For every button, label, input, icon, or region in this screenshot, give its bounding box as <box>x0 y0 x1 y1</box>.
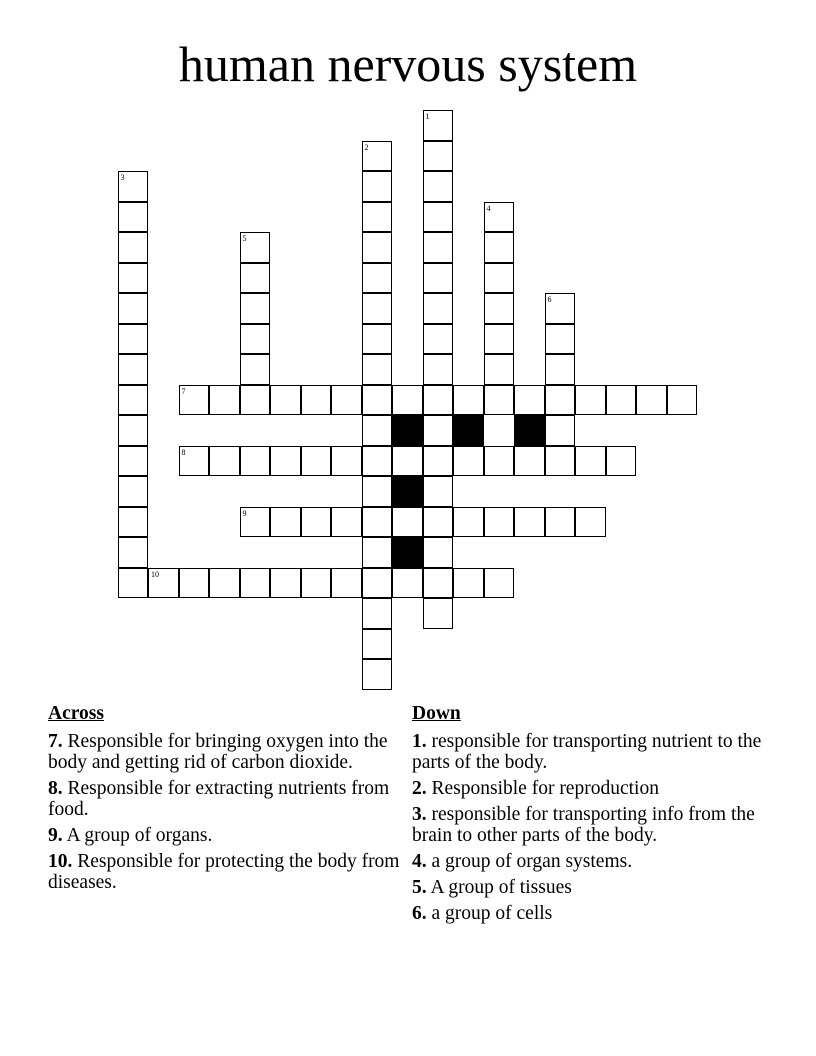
grid-cell[interactable] <box>423 171 454 202</box>
grid-cell[interactable] <box>392 446 423 477</box>
grid-cell[interactable] <box>331 385 362 416</box>
clue-number-label: 3 <box>120 173 125 182</box>
grid-block <box>514 415 545 446</box>
grid-block <box>392 415 423 446</box>
clue-number: 7. <box>48 731 63 752</box>
grid-cell[interactable] <box>392 568 423 599</box>
grid-cell[interactable] <box>545 446 576 477</box>
grid-cell[interactable] <box>667 385 698 416</box>
grid-cell[interactable] <box>484 324 515 355</box>
grid-cell[interactable] <box>362 232 393 263</box>
across-clues <box>48 703 413 898</box>
down-heading: Down <box>412 703 461 724</box>
grid-cell[interactable] <box>331 568 362 599</box>
grid-cell[interactable] <box>301 507 332 538</box>
grid-cell[interactable] <box>545 293 576 324</box>
grid-cell[interactable] <box>484 568 515 599</box>
grid-cell[interactable] <box>423 446 454 477</box>
grid-cell[interactable] <box>636 385 667 416</box>
grid-cell[interactable] <box>331 507 362 538</box>
grid-cell[interactable] <box>179 385 210 416</box>
grid-cell[interactable] <box>240 263 271 294</box>
grid-cell[interactable] <box>423 293 454 324</box>
grid-cell[interactable] <box>362 476 393 507</box>
grid-cell[interactable] <box>209 568 240 599</box>
grid-cell[interactable] <box>423 537 454 568</box>
clue-text: a group of organ systems. <box>431 851 633 872</box>
grid-cell[interactable] <box>514 385 545 416</box>
grid-cell[interactable] <box>118 476 149 507</box>
grid-cell[interactable] <box>484 385 515 416</box>
grid-cell[interactable] <box>362 171 393 202</box>
grid-cell[interactable] <box>118 568 149 599</box>
grid-cell[interactable] <box>118 263 149 294</box>
grid-cell[interactable] <box>362 659 393 690</box>
down-clue-1 <box>412 731 777 773</box>
grid-cell[interactable] <box>423 507 454 538</box>
grid-cell[interactable] <box>362 293 393 324</box>
grid-cell[interactable] <box>362 415 393 446</box>
clue-text: A group of tissues <box>430 877 572 898</box>
grid-cell[interactable] <box>484 202 515 233</box>
grid-cell[interactable] <box>484 263 515 294</box>
grid-cell[interactable] <box>514 446 545 477</box>
grid-cell[interactable] <box>545 507 576 538</box>
grid-cell[interactable] <box>392 507 423 538</box>
grid-cell[interactable] <box>118 385 149 416</box>
grid-cell[interactable] <box>331 446 362 477</box>
puzzle-title: human nervous system <box>178 36 638 92</box>
grid-cell[interactable] <box>301 568 332 599</box>
grid-cell[interactable] <box>240 293 271 324</box>
grid-cell[interactable] <box>270 446 301 477</box>
clue-text: responsible for transporting info from the brain to other parts of the body. <box>412 804 755 846</box>
grid-cell[interactable] <box>270 507 301 538</box>
grid-cell[interactable] <box>118 507 149 538</box>
clue-number: 10. <box>48 851 73 872</box>
grid-cell[interactable] <box>240 324 271 355</box>
grid-cell[interactable] <box>118 354 149 385</box>
grid-cell[interactable] <box>362 446 393 477</box>
grid-cell[interactable] <box>423 476 454 507</box>
clue-text: a group of cells <box>431 903 553 924</box>
clue-number-label: 9 <box>242 508 247 518</box>
clue-number: 2. <box>412 778 427 799</box>
clue-text: Responsible for bringing oxygen into the body and getting rid of carbon dioxide. <box>48 731 388 773</box>
grid-cell[interactable] <box>453 446 484 477</box>
grid-cell[interactable] <box>118 202 149 233</box>
grid-cell[interactable] <box>118 324 149 355</box>
clue-text: Responsible for protecting the body from diseases. <box>48 851 400 893</box>
grid-cell[interactable] <box>209 446 240 477</box>
grid-cell[interactable] <box>209 385 240 416</box>
across-clue-8 <box>48 778 413 820</box>
grid-cell[interactable] <box>362 507 393 538</box>
grid-cell[interactable] <box>362 202 393 233</box>
grid-cell[interactable] <box>606 446 637 477</box>
clue-number: 6. <box>412 903 427 924</box>
grid-cell[interactable] <box>423 354 454 385</box>
grid-cell[interactable] <box>362 537 393 568</box>
clue-number-label: 5 <box>242 234 247 243</box>
grid-cell[interactable] <box>514 507 545 538</box>
clue-number-label: 10 <box>151 569 159 579</box>
clue-number-label: 2 <box>364 142 369 152</box>
grid-cell[interactable] <box>545 385 576 416</box>
down-clues <box>412 703 777 929</box>
clue-text: Responsible for reproduction <box>431 778 659 799</box>
grid-cell[interactable] <box>118 171 149 202</box>
grid-cell[interactable] <box>362 568 393 599</box>
grid-cell[interactable] <box>453 385 484 416</box>
grid-cell[interactable] <box>545 415 576 446</box>
grid-cell[interactable] <box>179 446 210 477</box>
grid-cell[interactable] <box>545 324 576 355</box>
grid-cell[interactable] <box>301 446 332 477</box>
grid-cell[interactable] <box>240 385 271 416</box>
grid-cell[interactable] <box>270 568 301 599</box>
grid-cell[interactable] <box>118 446 149 477</box>
grid-cell[interactable] <box>301 385 332 416</box>
grid-cell[interactable] <box>148 568 179 599</box>
grid-cell[interactable] <box>423 232 454 263</box>
grid-cell[interactable] <box>362 141 393 172</box>
down-clue-5 <box>412 877 777 898</box>
grid-cell[interactable] <box>423 324 454 355</box>
grid-cell[interactable] <box>362 385 393 416</box>
grid-cell[interactable] <box>362 354 393 385</box>
grid-cell[interactable] <box>240 446 271 477</box>
clue-number-label: 6 <box>547 295 552 304</box>
down-clue-2 <box>412 778 777 799</box>
clue-number: 4. <box>412 851 427 872</box>
grid-cell[interactable] <box>575 385 606 416</box>
clue-number-label: 8 <box>181 447 186 457</box>
grid-cell[interactable] <box>423 568 454 599</box>
clue-number: 5. <box>412 877 427 898</box>
grid-cell[interactable] <box>362 629 393 660</box>
grid-cell[interactable] <box>270 385 301 416</box>
grid-cell[interactable] <box>240 568 271 599</box>
grid-cell[interactable] <box>362 263 393 294</box>
clue-text: Responsible for extracting nutrients from food. <box>48 778 390 820</box>
clue-number: 3. <box>412 804 427 825</box>
grid-cell[interactable] <box>423 415 454 446</box>
grid-block <box>392 476 423 507</box>
clue-number: 9. <box>48 825 63 846</box>
grid-cell[interactable] <box>240 232 271 263</box>
across-clue-10 <box>48 851 413 893</box>
grid-block <box>392 537 423 568</box>
grid-cell[interactable] <box>575 446 606 477</box>
clue-text: A group of organs. <box>66 825 213 846</box>
grid-cell[interactable] <box>484 293 515 324</box>
grid-cell[interactable] <box>606 385 637 416</box>
grid-cell[interactable] <box>575 507 606 538</box>
grid-cell[interactable] <box>453 568 484 599</box>
clue-number-label: 4 <box>486 203 491 213</box>
grid-cell[interactable] <box>118 232 149 263</box>
grid-cell[interactable] <box>179 568 210 599</box>
grid-cell[interactable] <box>423 263 454 294</box>
grid-cell[interactable] <box>423 385 454 416</box>
grid-cell[interactable] <box>423 598 454 629</box>
grid-cell[interactable] <box>545 354 576 385</box>
down-clue-4 <box>412 851 777 872</box>
clue-text: responsible for transporting nutrient to the parts of the body. <box>412 731 762 773</box>
grid-cell[interactable] <box>240 354 271 385</box>
grid-cell[interactable] <box>118 415 149 446</box>
grid-cell[interactable] <box>423 202 454 233</box>
grid-cell[interactable] <box>484 446 515 477</box>
grid-cell[interactable] <box>453 507 484 538</box>
grid-cell[interactable] <box>484 507 515 538</box>
grid-cell[interactable] <box>118 293 149 324</box>
across-heading: Across <box>48 703 104 724</box>
grid-cell[interactable] <box>362 324 393 355</box>
grid-cell[interactable] <box>362 598 393 629</box>
clue-number: 1. <box>412 731 427 752</box>
down-clue-3 <box>412 804 777 846</box>
grid-cell[interactable] <box>423 141 454 172</box>
clue-number-label: 1 <box>425 112 430 121</box>
grid-cell[interactable] <box>484 354 515 385</box>
grid-cell[interactable] <box>118 537 149 568</box>
down-clue-6 <box>412 903 777 924</box>
across-clue-7 <box>48 731 413 773</box>
across-clue-9 <box>48 825 413 846</box>
grid-cell[interactable] <box>392 385 423 416</box>
clue-number-label: 7 <box>181 386 186 396</box>
grid-cell[interactable] <box>240 507 271 538</box>
grid-block <box>453 415 484 446</box>
grid-cell[interactable] <box>484 232 515 263</box>
clue-number: 8. <box>48 778 63 799</box>
grid-cell[interactable] <box>423 110 454 141</box>
